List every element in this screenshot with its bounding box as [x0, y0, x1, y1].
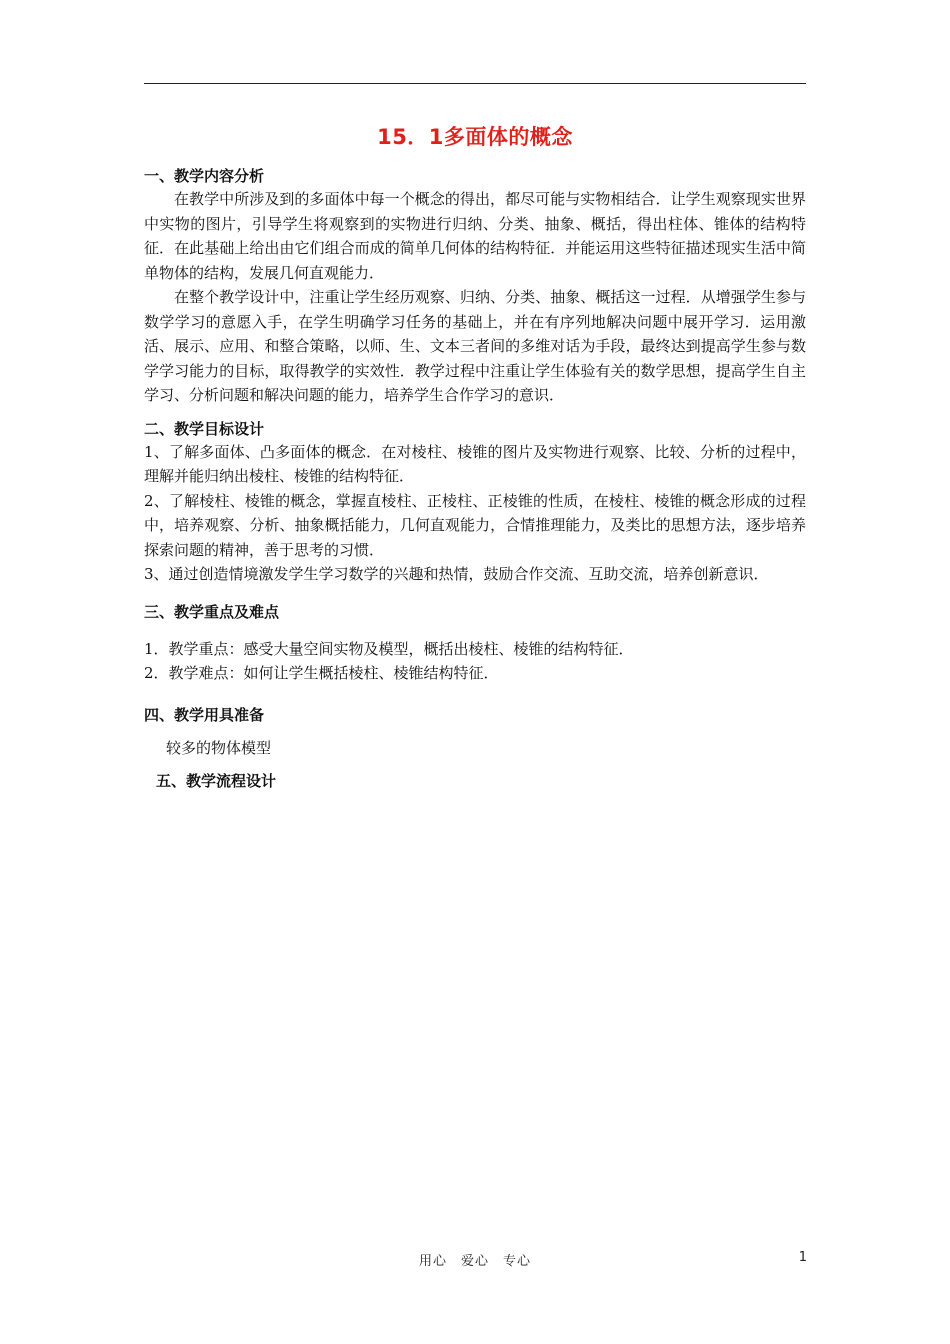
section-heading-objectives: 二、教学目标设计 — [144, 419, 265, 438]
page-number: 1 — [798, 1250, 807, 1265]
footer-slogan: 用心 爱心 专心 — [418, 1254, 531, 1269]
document-body — [144, 165, 806, 792]
paragraph: 在整个教学设计中，注重让学生经历观察、归纳、分类、抽象、概括这一过程．从增强学生参与数学学习的意愿入手，在学生明确学习任务的基础上，并在有序列地解决问题中展开学习．运用激活、展示、应用、和整合策略，以师、生、文本三者间的多维对话为手段，最终达到提高学生参与数学学习能力的目标，取得教学的实效性．教学过程中注重让学生体验有关的数学思想，提高学生自主学习、分析问题和解决问题的能力，培养学生合作学习的意识． — [144, 288, 806, 404]
list-item: 1．教学重点：感受大量空间实物及模型，概括出棱柱、棱锥的结构特征． — [144, 639, 634, 658]
section-heading-process-design: 五、教学流程设计 — [156, 772, 277, 790]
section-heading-teaching-tools: 四、教学用具准备 — [144, 705, 265, 724]
list-item: 3、通过创造情境激发学生学习数学的兴趣和热情，鼓励合作交流、互助交流，培养创新意识． — [144, 565, 769, 583]
paragraph: 在教学中所涉及到的多面体中每一个概念的得出，都尽可能与实物相结合．让学生观察现实世界中实物的图片，引导学生将观察到的实物进行归纳、分类、抽象、概括，得出柱体、锥体的结构特征．在此基础上给出由它们组合而成的简单几何体的结构特征．并能运用这些特征描述现实生活中简单物体的结构，发展几何直观能力． — [144, 190, 806, 282]
list-item: 2、了解棱柱、棱锥的概念，掌握直棱柱、正棱柱、正棱锥的性质，在棱柱、棱锥的概念形成的过程中，培养观察、分析、抽象概括能力，几何直观能力，合情推理能力，及类比的思想方法，逐步培养探索问题的精神，善于思考的习惯． — [144, 491, 806, 559]
teaching-tools-text: 较多的物体模型 — [166, 738, 272, 757]
section-heading-content-analysis: 一、教学内容分析 — [144, 167, 265, 185]
header-rule — [144, 83, 806, 84]
list-item: 1、了解多面体、凸多面体的概念．在对棱柱、棱锥的图片及实物进行观察、比较、分析的过程中，理解并能归纳出棱柱、棱锥的结构特征． — [144, 442, 806, 485]
list-item: 2．教学难点：如何让学生概括棱柱、棱锥结构特征． — [144, 664, 499, 682]
document-title: 15．1多面体的概念 — [377, 125, 573, 149]
section-heading-key-points: 三、教学重点及难点 — [144, 602, 280, 621]
